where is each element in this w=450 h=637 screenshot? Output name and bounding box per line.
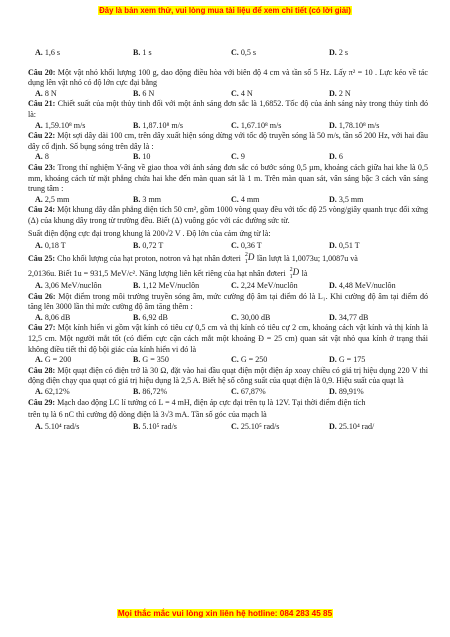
question-20 xyxy=(28,68,428,89)
option-c: C. 30,00 dB xyxy=(231,312,271,322)
question-text: V . Độ lớn của cảm ứng từ là: xyxy=(172,228,271,238)
option-b: B. 86,72% xyxy=(133,387,168,397)
question-text: Mạch dao động LC lí tưởng có L = 4 mH, điện áp cực đại trên tụ là 12V. Tại thời điểm điện tích xyxy=(55,397,366,407)
question-25-continued xyxy=(28,266,428,281)
option-c: C. 1,67.10⁸ m/s xyxy=(231,120,282,130)
option-b: B. 0,72 T xyxy=(133,240,164,250)
option-d: D. 2 N xyxy=(329,88,351,98)
option-a: A. 5.10⁴ rad/s xyxy=(35,422,80,432)
option-a: A. 62,12% xyxy=(35,387,70,397)
answer-options xyxy=(28,152,428,163)
hotline-banner xyxy=(0,609,450,618)
option-d: D. 0,51 T xyxy=(329,240,360,250)
option-d: D. 25.10⁴ rad/ xyxy=(329,422,375,432)
option-c: C. 4 N xyxy=(231,88,253,98)
question-text: Một điểm trong môi trường truyền sóng âm, mức cường độ âm tại điểm đó là L₁. Khi cường độ âm tại điểm đó tăng lên 3000 lần thì mức cường độ âm tăng thêm : xyxy=(28,291,428,312)
option-d: D. 3,5 mm xyxy=(329,194,364,204)
question-27 xyxy=(28,323,428,355)
question-28 xyxy=(28,366,428,387)
hotline-banner-text: Mọi thắc mắc vui lòng xin liên hệ hotline: 084 283 45 85 xyxy=(117,609,333,618)
deuterium-symbol: 2 1 D xyxy=(244,252,255,266)
answer-options xyxy=(28,387,428,398)
question-24 xyxy=(28,205,428,226)
question-text: trên tụ là 6 nC thì cường độ dòng điện là xyxy=(28,410,161,420)
option-c: C. G = 250 xyxy=(231,355,268,365)
question-number: Câu 20: xyxy=(28,67,56,77)
option-c: C. 25.10⁵ rad/s xyxy=(231,422,280,432)
option-c: C. 9 xyxy=(231,152,245,162)
answer-options xyxy=(28,355,428,366)
question-text: Một vật nhỏ khối lượng 100 g, dao động điều hòa với biên độ 4 cm và tần số 5 Hz. Lấy π² = 10 . Lực kéo về tác dụng lên vật nhỏ có độ lớn cực đại bằng xyxy=(28,67,428,88)
option-b: B. 1,87.10⁸ m/s xyxy=(133,120,183,130)
question-text: Chiết suất của một thủy tinh đối với một ánh sáng đơn sắc là 1,6852. Tốc độ của ánh sáng này trong thủy tinh đó là: xyxy=(28,99,428,119)
question-text: lần lượt là 1,0073u; 1,0087u và xyxy=(254,254,358,264)
option-b: B. 5.10⁵ rad/s xyxy=(133,422,177,432)
question-number: Câu 24: xyxy=(28,205,56,215)
question-text: Một sợi dây dài 100 cm, trên dây xuất hiện sóng dừng với tốc độ truyền sóng là 50 m/s, tần số 200 Hz, với hai đầu dây cố định. Số bụng sóng trên dây là : xyxy=(28,131,428,151)
option-a: A. 1,6 s xyxy=(35,48,61,57)
option-d: D. 2 s xyxy=(329,48,349,57)
answer-options xyxy=(28,422,428,433)
option-a: A. G = 200 xyxy=(35,355,72,365)
option-c: C. 67,87% xyxy=(231,387,266,397)
option-a: A. 8 N xyxy=(35,88,57,98)
option-a: A. 2,5 mm xyxy=(35,194,70,204)
option-b: B. 10 xyxy=(133,152,151,162)
option-a: A. 8 xyxy=(35,152,49,162)
question-text: Suất điện động cực đại trong khung là xyxy=(28,228,153,238)
question-number: Câu 26: xyxy=(28,291,56,301)
question-22 xyxy=(28,131,428,152)
answer-options xyxy=(28,281,428,292)
question-number: Câu 21: xyxy=(28,99,56,109)
question-number: Câu 22: xyxy=(28,131,56,141)
option-c: C. 2,24 MeV/nuclôn xyxy=(231,281,298,291)
question-text: Một quạt điện có điện trở là 30 Ω, đặt vào hai đầu quạt điện một điện áp xoay chiều có giá trị hiệu dụng 220 V thì động điện chạy qua quạt có giá trị hiệu dụng là 2,5 A. Biết hệ số công suất của quạt điện là 0,9. Hiệu suất của quạt là xyxy=(28,365,428,386)
answer-options xyxy=(28,89,428,100)
answer-options xyxy=(28,195,428,206)
question-list xyxy=(28,48,428,433)
option-d: D. G = 175 xyxy=(329,355,366,365)
radical-expression: 3√3 xyxy=(160,410,174,420)
question-text: Cho khối lượng của hạt proton, notron và hạt nhân đơteri xyxy=(55,254,243,264)
question-26 xyxy=(28,292,428,313)
option-c: C. 0,36 T xyxy=(231,240,262,250)
question-29 xyxy=(28,398,428,409)
radical-expression: 200√2 xyxy=(152,228,173,238)
option-a: A. 1,59.10⁸ m/s xyxy=(35,120,86,130)
question-text: mA. Tần số góc của mạch là xyxy=(173,410,267,420)
option-d: D. 6 xyxy=(329,152,343,162)
option-a: A. 0,18 T xyxy=(35,240,66,250)
question-text: 2,0136u. Biết 1u = 931,5 MeV/c². Năng lượng liên kết riêng của hạt nhân đơteri xyxy=(28,269,288,279)
question-24-continued xyxy=(28,227,428,241)
answer-options xyxy=(28,241,428,252)
deuterium-symbol: 2 1 D xyxy=(289,267,300,281)
preview-banner-text: Đây là bản xem thử, vui lòng mua tài liệu để xem chi tiết (có lời giải) xyxy=(99,6,351,15)
question-text: là xyxy=(299,269,308,279)
option-c: C. 0,5 s xyxy=(231,48,257,57)
option-b: B. 6,92 dB xyxy=(133,312,168,322)
answer-options xyxy=(28,48,428,59)
question-text: Một khung dây dẫn phẳng diện tích 50 cm², gồm 1000 vòng quay đều với tốc độ 25 vòng/giây quanh trục đối xứng (Δ) của khung dây trong từ trường đều. Biết (Δ) vuông góc với các đường sức từ. xyxy=(28,205,428,225)
question-text: Trong thí nghiệm Y-âng về giao thoa với ánh sáng đơn sắc có bước sóng 0,5 µm, khoảng cách giữa hai khe là 0,5 mm, khoảng cách từ mặt phẳng chứa hai khe đến màn quan sát là 1 m. Trên màn quan sát, vân sáng bậc 3 cách vân sáng trung tâm : xyxy=(28,162,428,194)
option-b: B. 1,12 MeV/nuclôn xyxy=(133,281,200,291)
option-d: D. 4,48 MeV/nuclôn xyxy=(329,281,396,291)
option-d: D. 34,77 dB xyxy=(329,312,369,322)
question-number: Câu 23: xyxy=(28,162,56,172)
option-c: C. 4 mm xyxy=(231,194,260,204)
question-number: Câu 28: xyxy=(28,365,56,375)
question-29-continued xyxy=(28,408,428,422)
option-d: D. 1,78.10⁸ m/s xyxy=(329,120,380,130)
question-25 xyxy=(28,251,428,266)
option-b: B. 3 mm xyxy=(133,194,161,204)
question-text: Một kính hiển vi gồm vật kính có tiêu cự 0,5 cm và thị kính có tiêu cự 2 cm, khoảng cách vật kính và thị kính là 12,5 cm. Một người mắt tốt (có điểm cực cận cách mắt một khoảng Đ = 25 cm) quan sát vật nhỏ qua kính ở trạng thái không điều tiết thì độ bội giác của kính hiển vi đó là xyxy=(28,323,428,354)
question-21 xyxy=(28,99,428,120)
option-d: D. 89,91% xyxy=(329,387,364,397)
question-number: Câu 29: xyxy=(28,397,56,407)
answer-options xyxy=(28,313,428,324)
option-a: A. 8,06 dB xyxy=(35,312,71,322)
question-23 xyxy=(28,163,428,195)
question-number: Câu 27: xyxy=(28,323,56,333)
option-b: B. 6 N xyxy=(133,88,155,98)
option-a: A. 3,06 MeV/nuclôn xyxy=(35,281,102,291)
option-b: B. 1 s xyxy=(133,48,152,57)
preview-banner xyxy=(0,6,450,15)
option-b: B. G = 350 xyxy=(133,355,169,365)
answer-options xyxy=(28,121,428,132)
question-number: Câu 25: xyxy=(28,254,56,264)
